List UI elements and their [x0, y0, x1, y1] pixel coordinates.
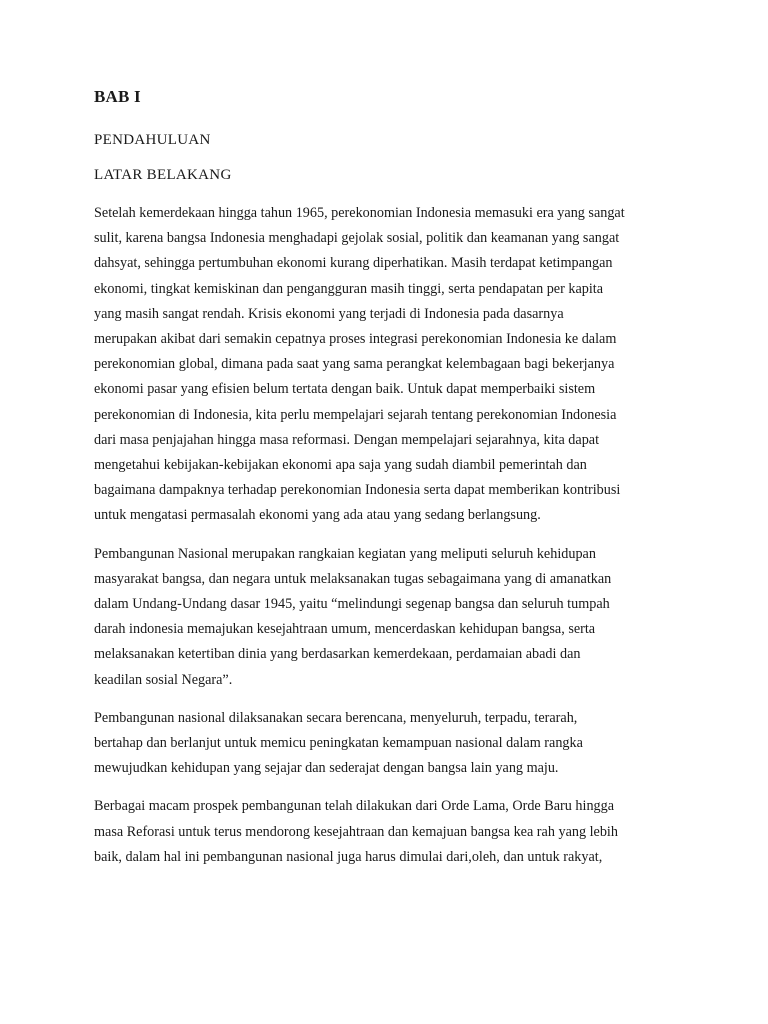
text-line: Berbagai macam prospek pembangunan telah dilakukan dari Orde Lama, Orde Baru hingga [94, 798, 615, 815]
text-line: perekonomian di Indonesia, kita perlu mempelajari sejarah tentang perekonomian Indonesia [94, 406, 617, 423]
section-heading: PENDAHULUAN [94, 132, 211, 148]
subsection-heading: LATAR BELAKANG [94, 167, 232, 183]
chapter-title: BAB I [94, 87, 141, 106]
document-body [94, 84, 684, 883]
paragraph-3 [94, 706, 684, 782]
text-line: baik, dalam hal ini pembangunan nasional juga harus dimulai dari,oleh, dan untuk rakyat, [94, 848, 603, 865]
text-line: masyarakat bangsa, dan negara untuk melaksanakan tugas sebagaimana yang di amanatkan [94, 570, 612, 587]
text-line: dahsyat, sehingga pertumbuhan ekonomi kurang diperhatikan. Masih terdapat ketimpangan [94, 255, 613, 272]
text-line: yang masih sangat rendah. Krisis ekonomi yang terjadi di Indonesia pada dasarnya [94, 305, 564, 322]
text-line: untuk mengatasi permasalah ekonomi yang ada atau yang sedang berlangsung. [94, 507, 541, 524]
text-line: Setelah kemerdekaan hingga tahun 1965, perekonomian Indonesia memasuki era yang sangat [94, 205, 625, 221]
paragraph-2 [94, 542, 684, 693]
text-line: mengetahui kebijakan-kebijakan ekonomi apa saja yang sudah diambil pemerintah dan [94, 457, 587, 474]
text-line: melaksanakan ketertiban dinia yang berdasarkan kemerdekaan, perdamaian abadi dan [94, 646, 581, 663]
text-line: bagaimana dampaknya terhadap perekonomian Indonesia serta dapat memberikan kontribusi [94, 482, 621, 499]
text-line: Pembangunan Nasional merupakan rangkaian kegiatan yang meliputi seluruh kehidupan [94, 545, 596, 562]
text-line: masa Reforasi untuk terus mendorong kesejahtraan dan kemajuan bangsa kea rah yang lebih [94, 823, 618, 840]
text-line: sulit, karena bangsa Indonesia menghadapi gejolak sosial, politik dan keamanan yang sangat [94, 230, 620, 247]
text-line: bertahap dan berlanjut untuk memicu peningkatan kemampuan nasional dalam rangka [94, 735, 583, 752]
text-line: mewujudkan kehidupan yang sejajar dan sederajat dengan bangsa lain yang maju. [94, 760, 559, 777]
text-line: dalam Undang-Undang dasar 1945, yaitu “melindungi segenap bangsa dan seluruh tumpah [94, 596, 610, 613]
text-line: dari masa penjajahan hingga masa reformasi. Dengan mempelajari sejarahnya, kita dapat [94, 431, 600, 448]
paragraph-4 [94, 794, 684, 870]
paragraph-1 [94, 201, 684, 529]
text-line: ekonomi pasar yang efisien belum tertata dengan baik. Untuk dapat memperbaiki sistem [94, 381, 596, 398]
text-line: darah indonesia memajukan kesejahtraan umum, mencerdaskan kehidupan bangsa, serta [94, 621, 596, 638]
text-line: perekonomian global, dimana pada saat yang sama perangkat kelembagaan bagi bekerjanya [94, 356, 615, 373]
text-line: keadilan sosial Negara”. [94, 671, 233, 688]
text-line: ekonomi, tingkat kemiskinan dan pengangguran masih tinggi, serta pendapatan per kapita [94, 280, 604, 297]
text-line: merupakan akibat dari semakin cepatnya proses integrasi perekonomian Indonesia ke dalam [94, 331, 617, 348]
text-line: Pembangunan nasional dilaksanakan secara berencana, menyeluruh, terpadu, terarah, [94, 709, 578, 726]
